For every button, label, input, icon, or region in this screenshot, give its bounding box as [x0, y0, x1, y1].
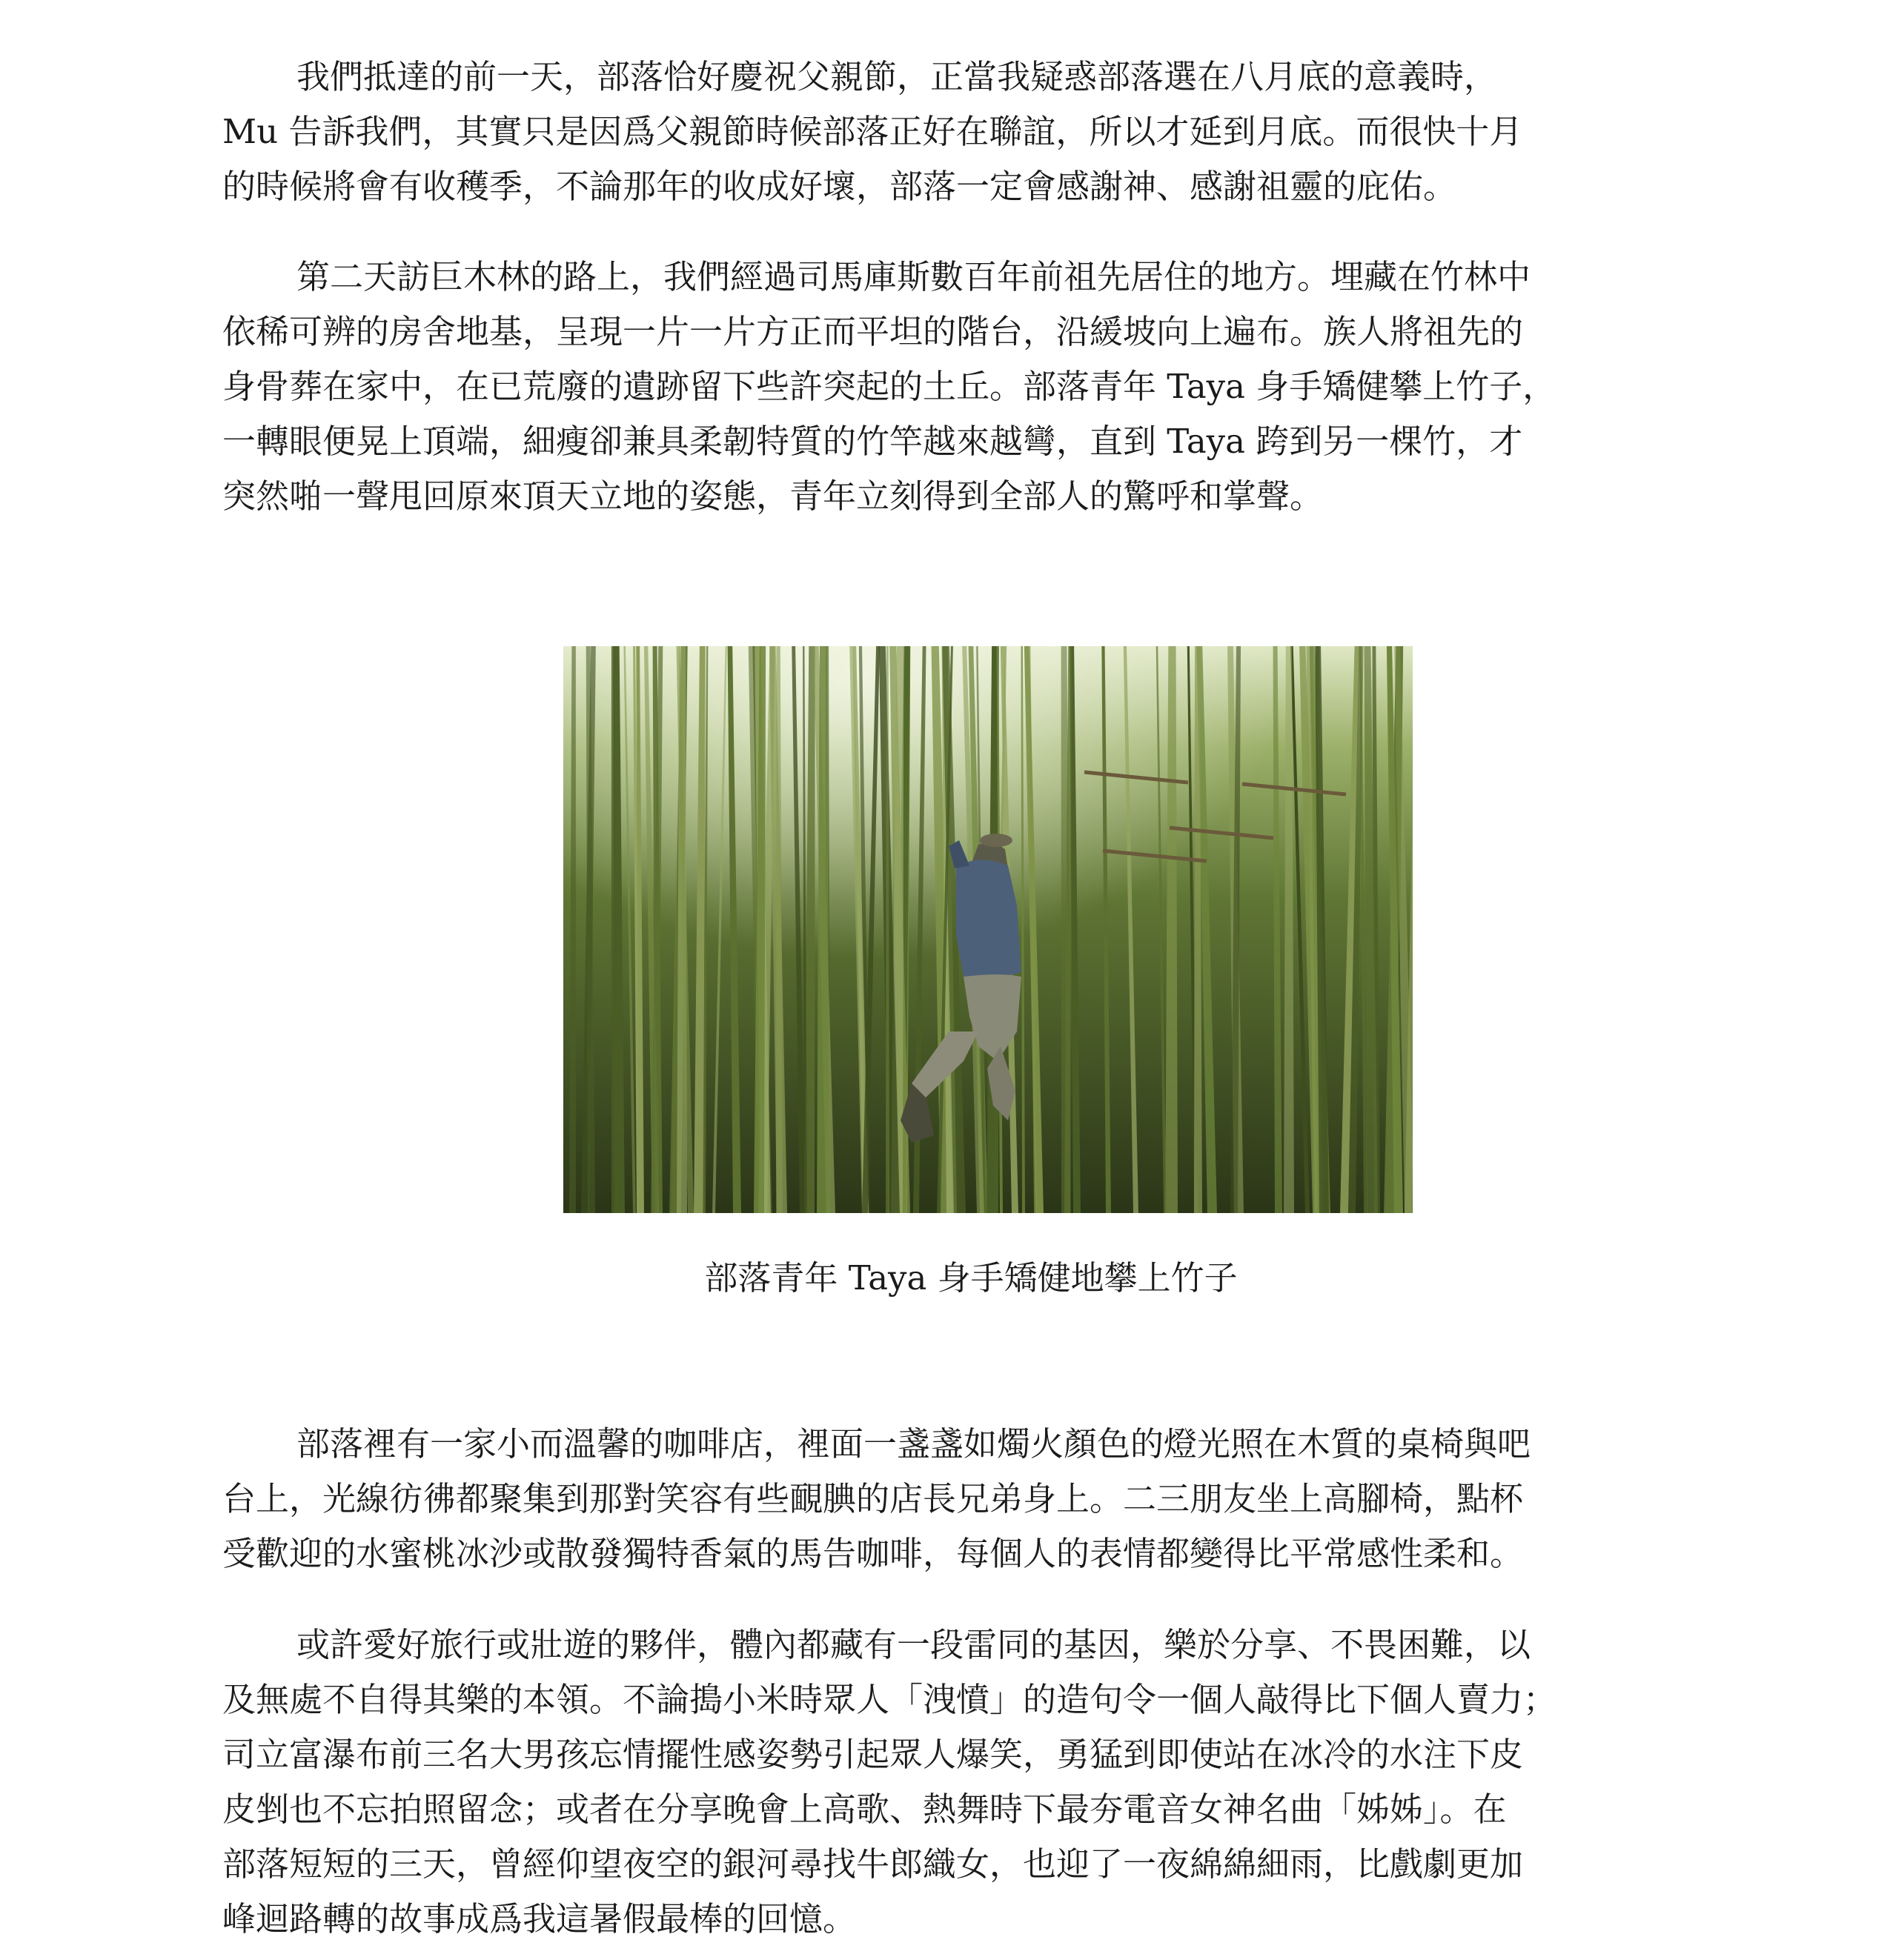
- paragraph-line: 我們抵達的前一天，部落恰好慶祝父親節，正當我疑惑部落選在八月底的意義時，: [296, 57, 1498, 96]
- paragraph-line: 皮剉也不忘拍照留念；或者在分享晚會上高歌、熱舞時下最夯電音女神名曲「姊姊」。在: [222, 1790, 1507, 1829]
- paragraph-line: 及無處不自得其樂的本領。不論搗小米時眾人「洩憤」的造句令一個人敲得比下個人賣力；: [222, 1680, 1557, 1719]
- paragraph-line: Mu 告訴我們，其實只是因爲父親節時候部落正好在聯誼，所以才延到月底。而很快十月: [222, 112, 1523, 151]
- paragraph-line: 的時候將會有收穫季，不論那年的收成好壞，部落一定會感謝神、感謝祖靈的庇佑。: [222, 167, 1457, 206]
- paragraph-line: 身骨葬在家中，在已荒廢的遺跡留下些許突起的土丘。部落青年 Taya 身手矯健攀上竹子，: [222, 367, 1556, 406]
- paragraph-1: [222, 50, 1720, 214]
- paragraph-line: 突然啪一聲甩回原來頂天立地的姿態，青年立刻得到全部人的驚呼和掌聲。: [222, 476, 1324, 516]
- paragraph-2: [222, 250, 1720, 524]
- bamboo-climbing-photo: [563, 646, 1413, 1213]
- paragraph-line: 依稀可辨的房舍地基，呈現一片一片方正而平坦的階台，沿緩坡向上遍布。族人將祖先的: [222, 312, 1524, 351]
- paragraph-line: 峰迴路轉的故事成爲我這暑假最棒的回憶。: [222, 1899, 857, 1939]
- paragraph-line: 台上，光線彷彿都聚集到那對笑容有些靦腆的店長兄弟身上。二三朋友坐上高腳椅，點杯: [222, 1479, 1524, 1518]
- paragraph-3: [222, 1417, 1720, 1581]
- paragraph-line: 或許愛好旅行或壯遊的夥伴，體內都藏有一段雷同的基因，樂於分享、不畏困難，以: [296, 1625, 1531, 1664]
- paragraph-4: [222, 1618, 1720, 1947]
- paragraph-line: 司立富瀑布前三名大男孩忘情擺性感姿勢引起眾人爆笑，勇猛到即使站在冰冷的水注下皮: [222, 1735, 1524, 1774]
- photo-illustration: [563, 646, 1413, 1213]
- photo-caption: 部落青年 Taya 身手矯健地攀上竹子: [704, 1258, 1238, 1298]
- paragraph-line: 受歡迎的水蜜桃冰沙或散發獨特香氣的馬告咖啡，每個人的表情都變得比平常感性柔和。: [222, 1534, 1524, 1573]
- paragraph-line: 部落短短的三天，曾經仰望夜空的銀河尋找牛郎織女，也迎了一夜綿綿細雨，比戲劇更加: [222, 1844, 1524, 1884]
- paragraph-line: 第二天訪巨木林的路上，我們經過司馬庫斯數百年前祖先居住的地方。埋藏在竹林中: [296, 257, 1531, 296]
- paragraph-line: 部落裡有一家小而溫馨的咖啡店，裡面一盞盞如燭火顏色的燈光照在木質的桌椅與吧: [296, 1424, 1531, 1464]
- paragraph-line: 一轉眼便晃上頂端，細瘦卻兼具柔韌特質的竹竿越來越彎，直到 Taya 跨到另一棵竹，才: [222, 422, 1523, 461]
